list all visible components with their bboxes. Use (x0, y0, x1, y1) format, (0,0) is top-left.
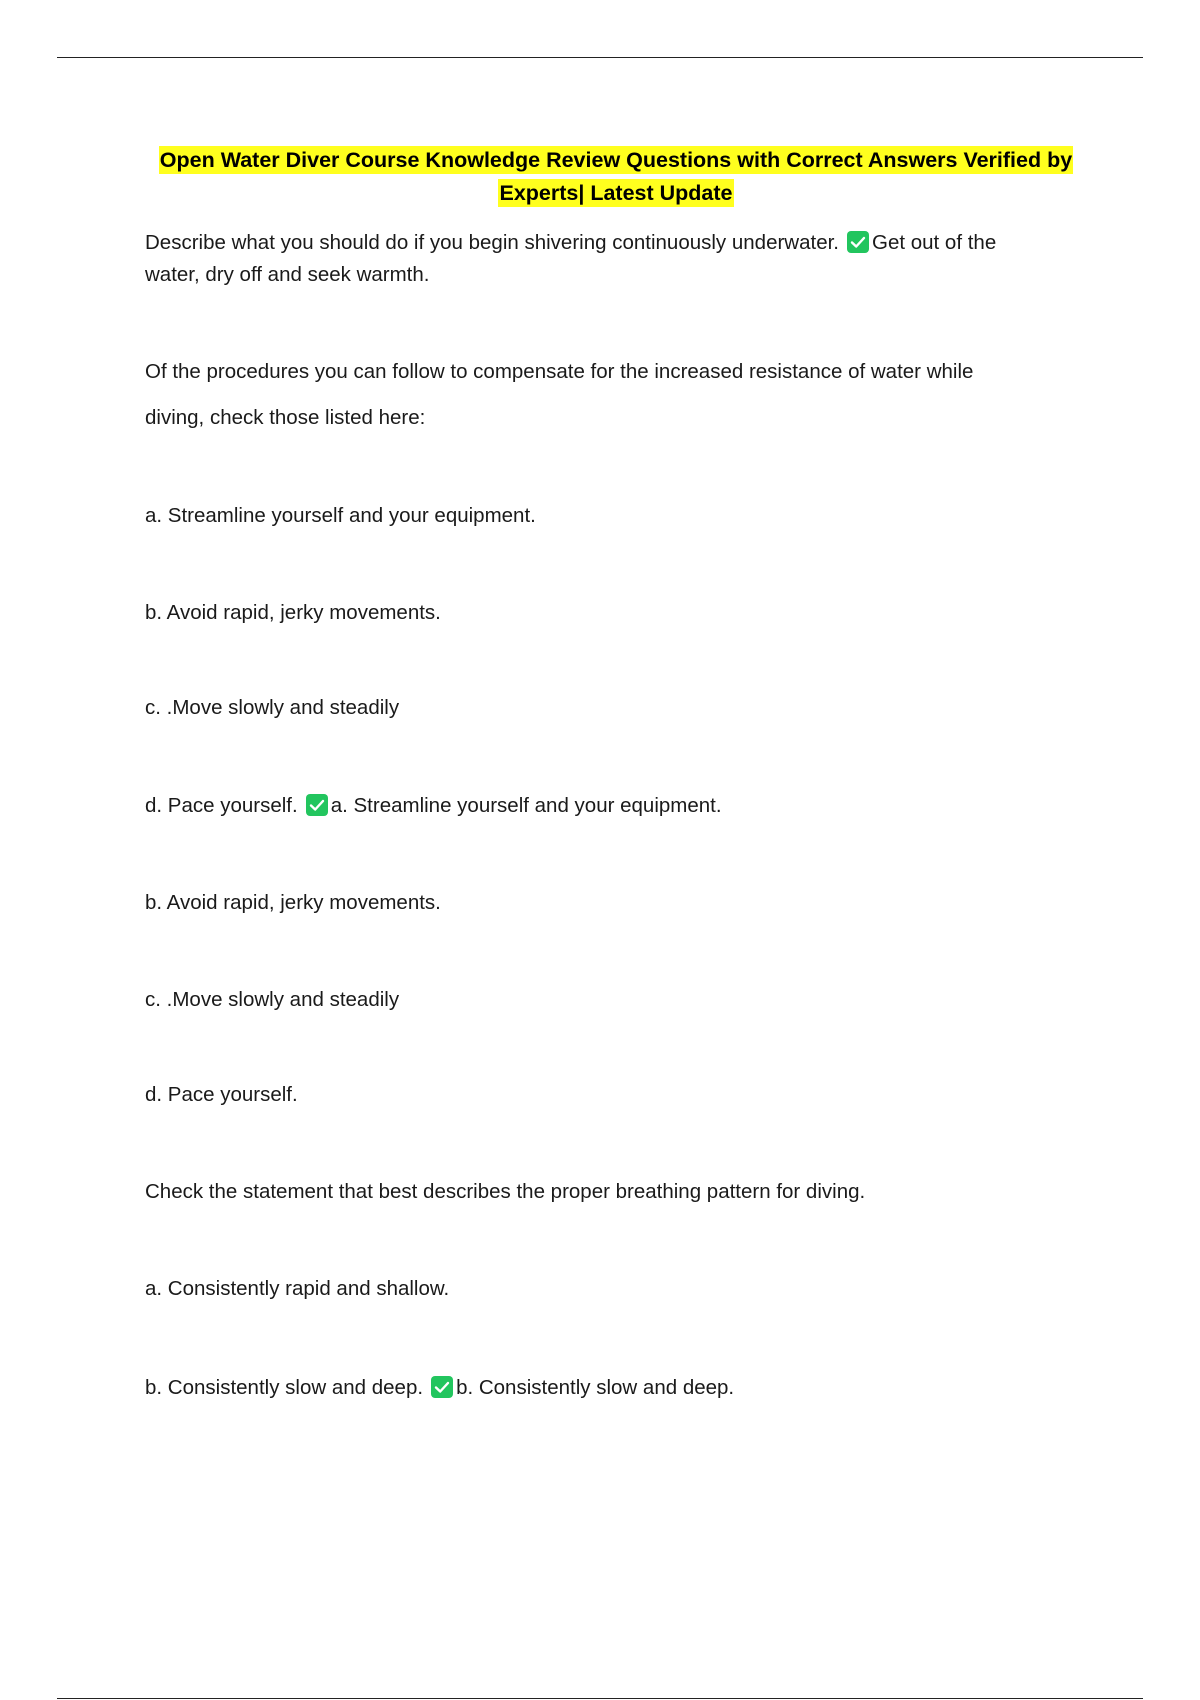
q2-option-d-line (145, 792, 722, 820)
check-mark-icon (306, 794, 328, 816)
document-title (145, 144, 1087, 210)
q2-option-d: d. Pace yourself. (145, 794, 298, 817)
q2-option-a: a. Streamline yourself and your equipment. (145, 504, 536, 527)
q2-option-c: c. .Move slowly and steadily (145, 696, 400, 719)
check-mark-icon (847, 231, 869, 253)
header-rule (57, 57, 1143, 58)
q1-question-line (145, 229, 996, 257)
title-line-1: Open Water Diver Course Knowledge Review Questions with Correct Answers Verified by (159, 148, 1073, 172)
q1-answer-line (145, 261, 429, 289)
q3-question: Check the statement that best describes the proper breathing pattern for diving. (145, 1180, 866, 1203)
q3-option-a: a. Consistently rapid and shallow. (145, 1277, 450, 1300)
q2-question-line-2: diving, check those listed here: (145, 406, 426, 429)
q1-answer-part2: water, dry off and seek warmth. (145, 263, 430, 286)
q2-answer-d: d. Pace yourself. (145, 1083, 298, 1106)
q1-answer-part1: Get out of the (872, 231, 997, 254)
q3-option-b: b. Consistently slow and deep. (145, 1376, 424, 1399)
q2-question-line-1: Of the procedures you can follow to compensate for the increased resistance of water while (145, 360, 974, 383)
q3-answer: b. Consistently slow and deep. (456, 1376, 735, 1399)
title-line-2: Experts| Latest Update (499, 181, 733, 205)
q1-question: Describe what you should do if you begin shivering continuously underwater. (145, 231, 839, 254)
q2-answer-c: c. .Move slowly and steadily (145, 988, 400, 1011)
q2-option-b: b. Avoid rapid, jerky movements. (145, 601, 441, 624)
footer-rule (57, 1698, 1143, 1699)
q2-answer-a: a. Streamline yourself and your equipment. (330, 794, 722, 817)
q3-option-b-line (145, 1374, 734, 1402)
check-mark-icon (431, 1376, 453, 1398)
q2-answer-b: b. Avoid rapid, jerky movements. (145, 891, 441, 914)
